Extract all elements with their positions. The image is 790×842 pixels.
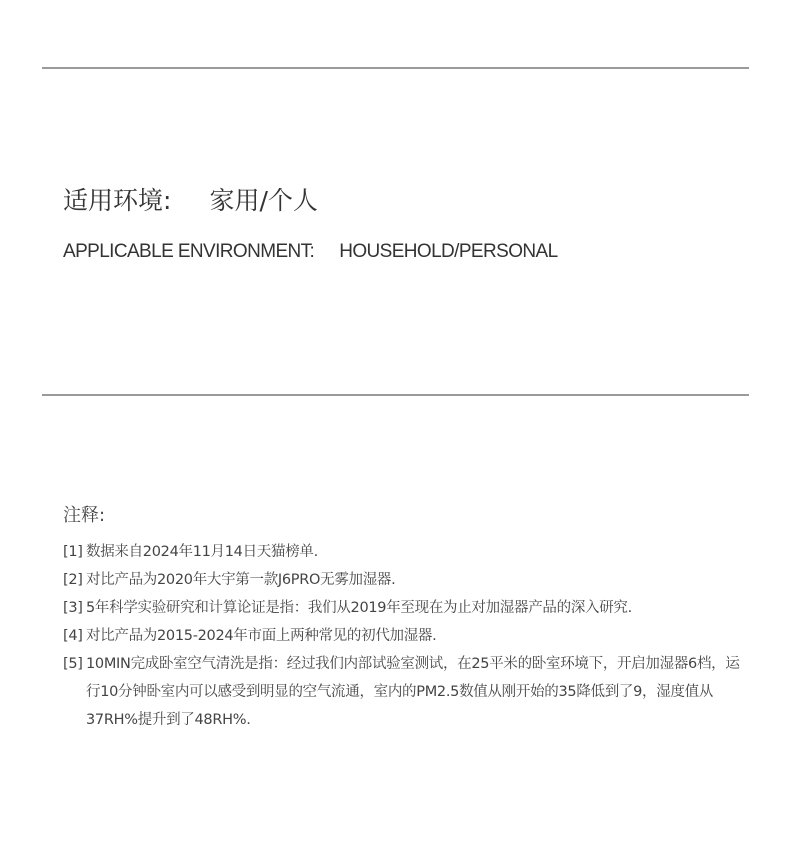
note-number: [3] <box>63 600 83 616</box>
environment-en <box>63 240 558 264</box>
note-text: 5年科学实验研究和计算论证是指：我们从2019年至现在为止对加湿器产品的深入研究. <box>86 600 632 616</box>
environment-cn <box>63 184 318 218</box>
notes-list <box>63 538 743 734</box>
note-text: 对比产品为2020年大宇第一款J6PRO无雾加湿器. <box>86 572 396 588</box>
note-number: [2] <box>63 572 83 588</box>
note-number: [5] <box>63 656 83 672</box>
note-item-3 <box>63 594 743 622</box>
note-item-2 <box>63 566 743 594</box>
note-item-4 <box>63 622 743 650</box>
notes-title: 注释: <box>63 505 106 526</box>
note-item-1 <box>63 538 743 566</box>
environment-cn-value: 家用/个人 <box>209 186 318 215</box>
note-text: 对比产品为2015-2024年市面上两种常见的初代加湿器. <box>86 628 437 644</box>
environment-en-value: HOUSEHOLD/PERSONAL <box>339 241 558 262</box>
top-divider <box>42 67 749 69</box>
note-text: 10MIN完成卧室空气清洗是指：经过我们内部试验室测试，在25平米的卧室环境下，开启加湿器6档，运行10分钟卧室内可以感受到明显的空气流通，室内的PM2.5数值从刚开始的35降低到了9，湿度值从37RH%提升到了48RH%. <box>86 656 740 728</box>
environment-en-label: APPLICABLE ENVIRONMENT: <box>63 241 315 262</box>
note-number: [4] <box>63 628 83 644</box>
middle-divider <box>42 394 749 396</box>
note-item-5 <box>63 650 743 734</box>
environment-cn-label: 适用环境: <box>63 186 172 215</box>
note-text: 数据来自2024年11月14日天猫榜单. <box>86 544 318 560</box>
note-number: [1] <box>63 544 83 560</box>
